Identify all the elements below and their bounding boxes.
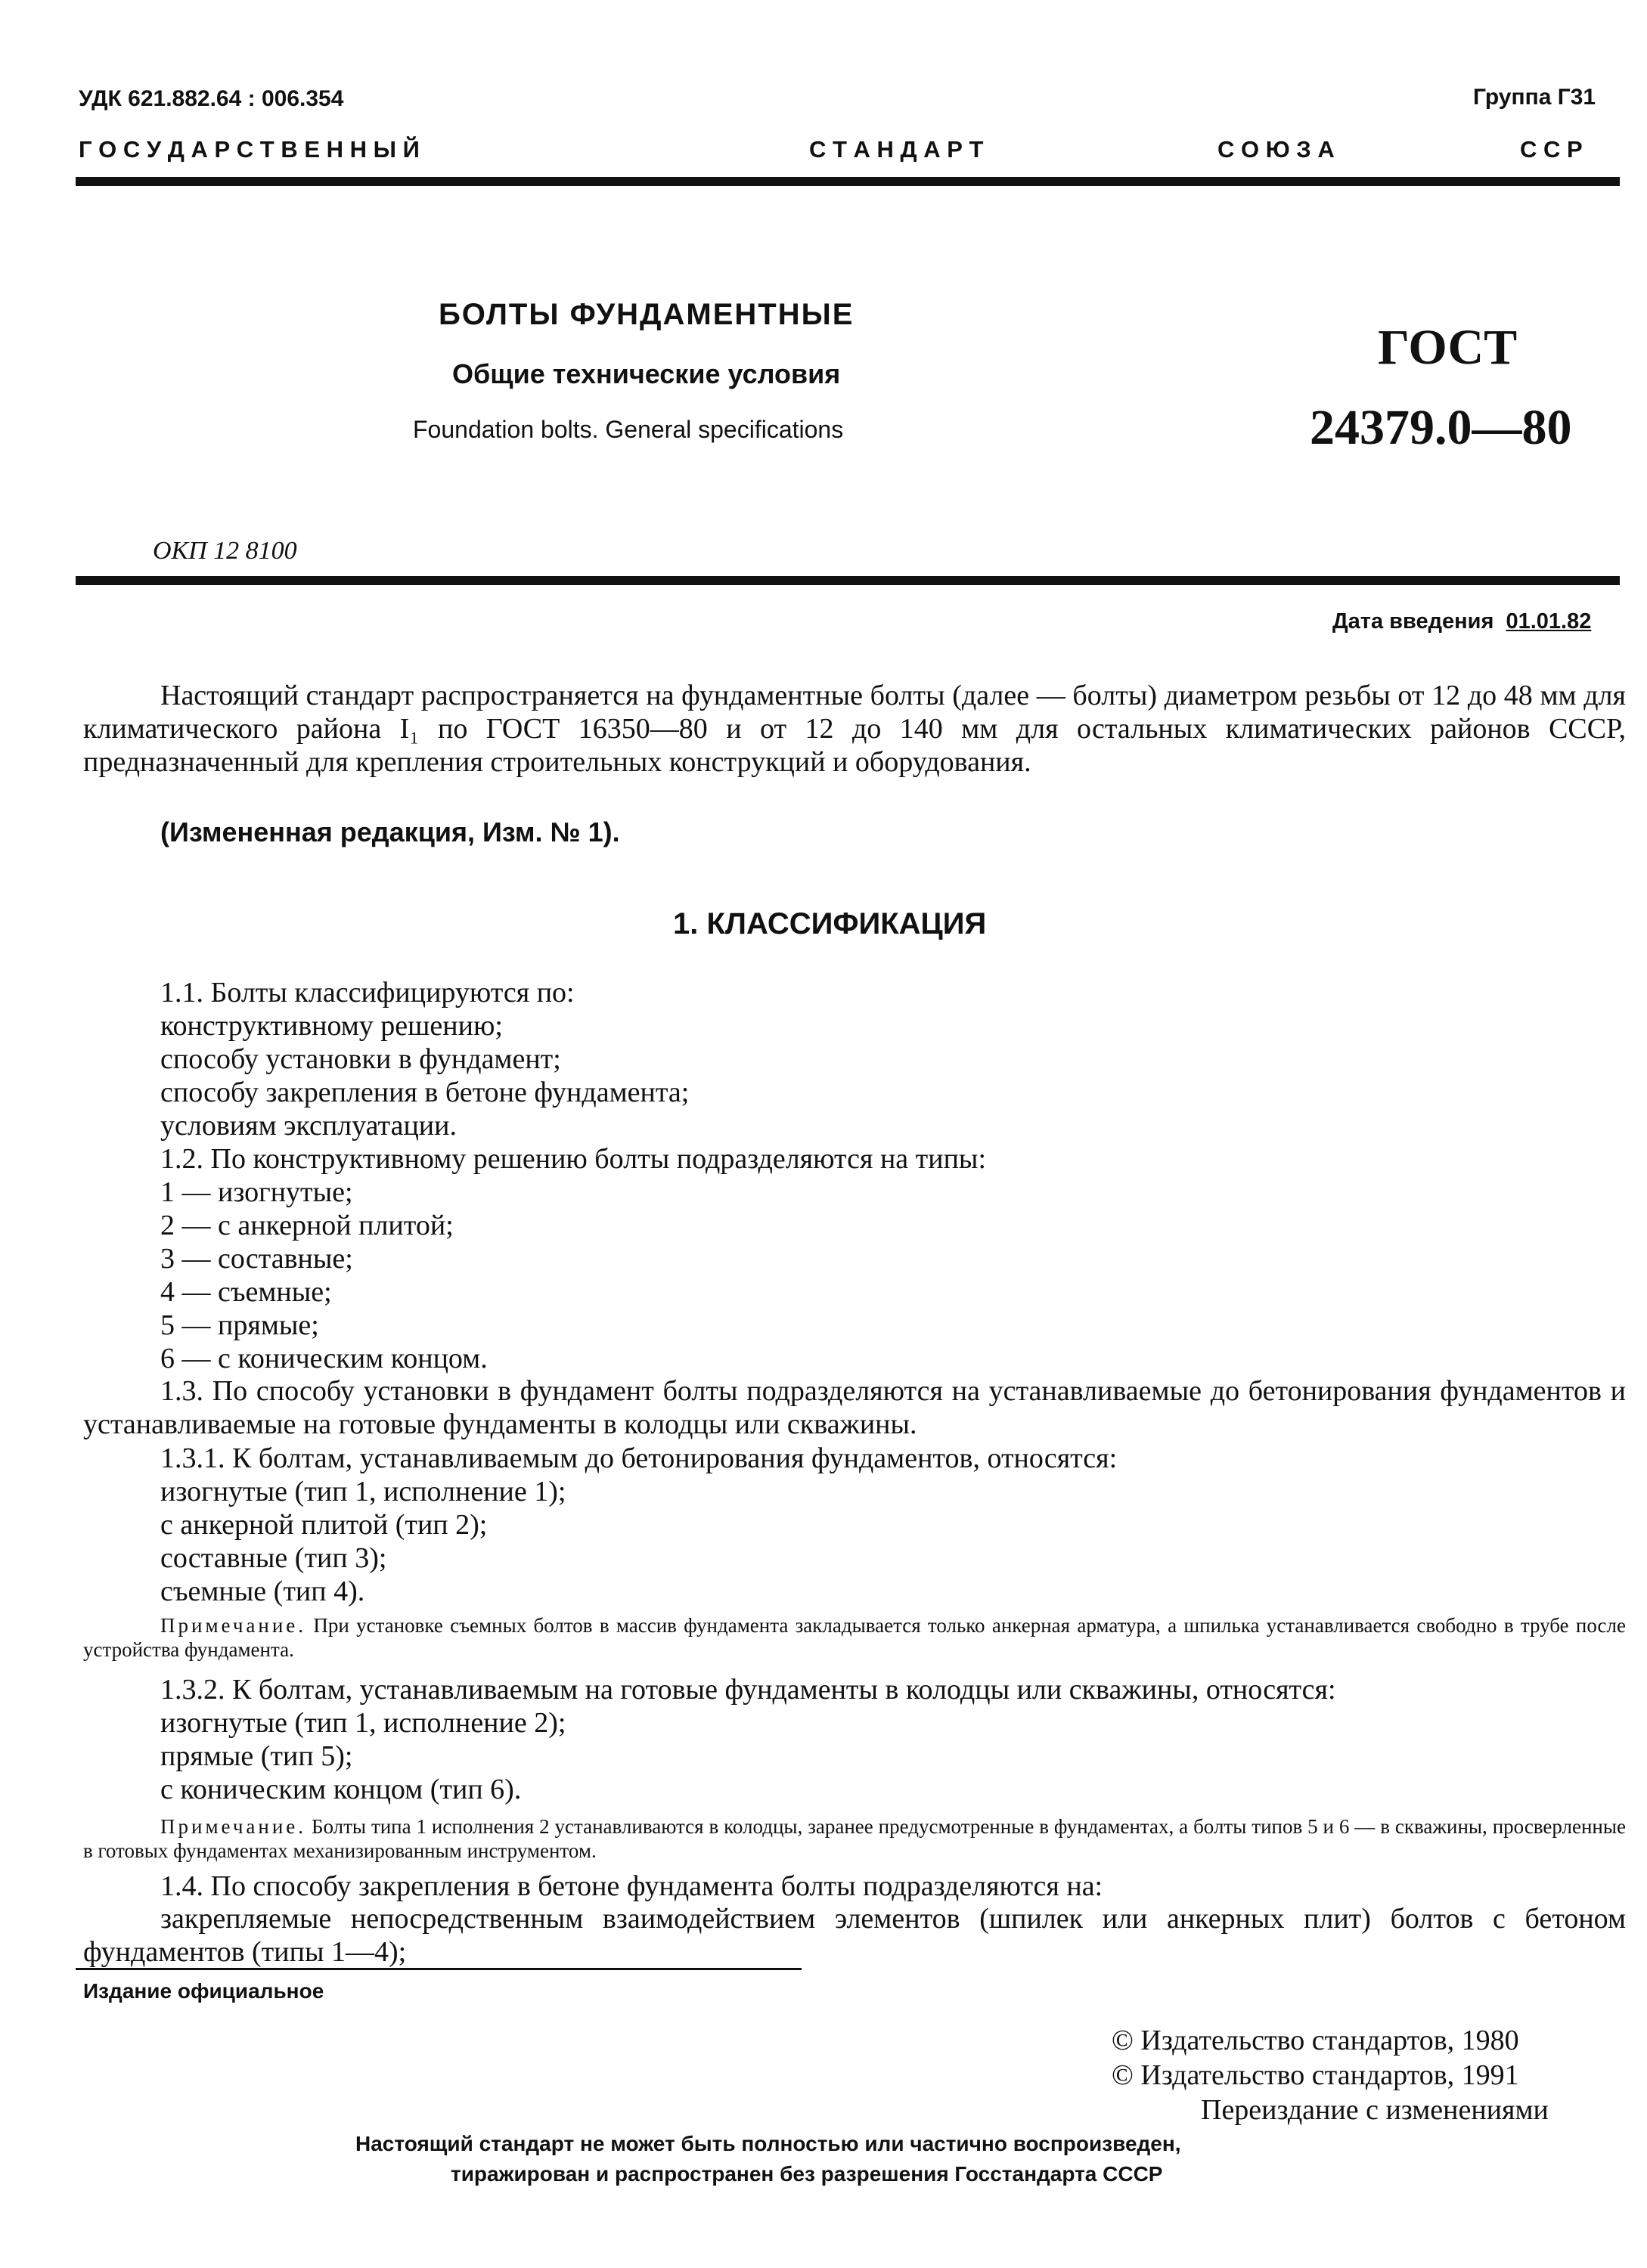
note-1-text: При установке съемных болтов в массив фундамента закладывается только анкерная арматура, а шпилька устанавливается свободно в трубе после устройства фундамента. bbox=[83, 1614, 1626, 1661]
clause-1-1-item: условиям эксплуатации. bbox=[160, 1110, 457, 1142]
reprint-note: Переиздание с изменениями bbox=[1201, 2094, 1549, 2126]
copyright-1980: © Издательство стандартов, 1980 bbox=[1112, 2025, 1519, 2056]
introduction-date bbox=[1332, 609, 1591, 634]
header-word-ussr: С С Р bbox=[1520, 136, 1583, 163]
bolt-type-item: 5 — прямые; bbox=[160, 1309, 319, 1341]
note-1 bbox=[83, 1613, 1626, 1662]
document-english-title: Foundation bolts. General specifications bbox=[413, 416, 844, 443]
header-rule bbox=[76, 177, 1620, 186]
intro-change-note: (Измененная редакция, Изм. № 1). bbox=[160, 816, 620, 847]
group-code: Группа Г31 bbox=[1473, 85, 1596, 110]
clause-1-1-item: способу установки в фундамент; bbox=[160, 1043, 561, 1075]
reproduction-notice-line-1: Настоящий стандарт не может быть полностью или частично воспроизведен, bbox=[355, 2132, 1181, 2155]
bolt-type-item: 3 — составные; bbox=[160, 1243, 353, 1275]
official-edition: Издание официальное bbox=[83, 1979, 324, 2003]
clause-1-1-item: конструктивному решению; bbox=[160, 1010, 503, 1042]
intro-paragraph: Настоящий стандарт распространяется на фундаментные болты (далее — болты) диаметром резьбы от 12 до 48 мм для климатического района I₁ по ГОСТ 16350—80 и от 12 до 140 мм для остальных климатических районов СССР, предназначенный для крепления строительных конструкций и оборудования. bbox=[83, 680, 1626, 778]
clause-1-3-2-item: прямые (тип 5); bbox=[160, 1740, 353, 1772]
bolt-type-item: 2 — с анкерной плитой; bbox=[160, 1210, 454, 1241]
note-2-text: Болты типа 1 исполнения 2 устанавливаются в колодцы, заранее предусмотренные в фундаментах, а болты типов 5 и 6 — в скважины, просверленные в готовых фундаментах механизированным инструментом. bbox=[83, 1815, 1627, 1862]
note-1-label: Примечание. bbox=[160, 1614, 307, 1637]
header-word-state: Г О С У Д А Р С Т В Е Н Н Ы Й bbox=[79, 136, 420, 163]
clause-1-3-2-item: изогнутые (тип 1, исполнение 2); bbox=[160, 1707, 566, 1739]
clause-1-3-1-item: изогнутые (тип 1, исполнение 1); bbox=[160, 1476, 566, 1507]
clause-1-3: 1.3. По способу установки в фундамент болты подразделяются на устанавливаемые до бетонирования фундаментов и устанавливаемые на готовые фундаменты в колодцы или скважины. bbox=[83, 1375, 1626, 1440]
clause-1-3-1-item: с анкерной плитой (тип 2); bbox=[160, 1509, 488, 1541]
clause-1-4-item: закрепляемые непосредственным взаимодействием элементов (шпилек или анкерных плит) болтов с бетоном фундаментов (типы 1—4); bbox=[83, 1903, 1626, 1968]
clause-1-1: 1.1. Болты классифицируются по: bbox=[160, 977, 575, 1009]
document-subtitle: Общие технические условия bbox=[452, 358, 841, 389]
clause-1-3-2-item: с коническим концом (тип 6). bbox=[160, 1774, 522, 1805]
bolt-type-item: 4 — съемные; bbox=[160, 1276, 332, 1308]
gost-label: ГОСТ bbox=[1378, 320, 1518, 375]
bolt-type-item: 1 — изогнутые; bbox=[160, 1176, 353, 1208]
title-rule bbox=[76, 576, 1620, 585]
introduction-date-value: 01.01.82 bbox=[1506, 609, 1592, 634]
clause-1-3-1-item: составные (тип 3); bbox=[160, 1542, 387, 1574]
reproduction-notice-line-2: тиражирован и распространен без разрешения Госстандарта СССР bbox=[451, 2162, 1163, 2186]
gost-number: 24379.0—80 bbox=[1310, 400, 1572, 455]
bolt-type-item: 6 — с коническим концом. bbox=[160, 1343, 488, 1374]
clause-1-3-2: 1.3.2. К болтам, устанавливаемым на готовые фундаменты в колодцы или скважины, относятся: bbox=[160, 1674, 1336, 1706]
header-word-union: С О Ю З А bbox=[1217, 136, 1335, 163]
introduction-date-label: Дата введения bbox=[1332, 609, 1494, 634]
udk-code: УДК 621.882.64 : 006.354 bbox=[79, 86, 344, 111]
okp-code: ОКП 12 8100 bbox=[153, 537, 297, 565]
clause-1-4: 1.4. По способу закрепления в бетоне фундамента болты подразделяются на: bbox=[160, 1870, 1103, 1902]
section-title: 1. КЛАССИФИКАЦИЯ bbox=[673, 907, 987, 940]
header-word-standard: С Т А Н Д А Р Т bbox=[809, 136, 984, 163]
clause-1-3-1: 1.3.1. К болтам, устанавливаемым до бетонирования фундаментов, относятся: bbox=[160, 1442, 1118, 1474]
copyright-1991: © Издательство стандартов, 1991 bbox=[1112, 2059, 1519, 2091]
note-2 bbox=[83, 1814, 1626, 1863]
clause-1-3-1-item: съемные (тип 4). bbox=[160, 1576, 365, 1607]
footnote-rule bbox=[76, 1968, 802, 1970]
clause-1-1-item: способу закрепления в бетоне фундамента; bbox=[160, 1077, 690, 1108]
note-2-label: Примечание. bbox=[160, 1815, 307, 1838]
clause-1-2: 1.2. По конструктивному решению болты подразделяются на типы: bbox=[160, 1143, 987, 1175]
document-title: БОЛТЫ ФУНДАМЕНТНЫЕ bbox=[439, 298, 855, 331]
